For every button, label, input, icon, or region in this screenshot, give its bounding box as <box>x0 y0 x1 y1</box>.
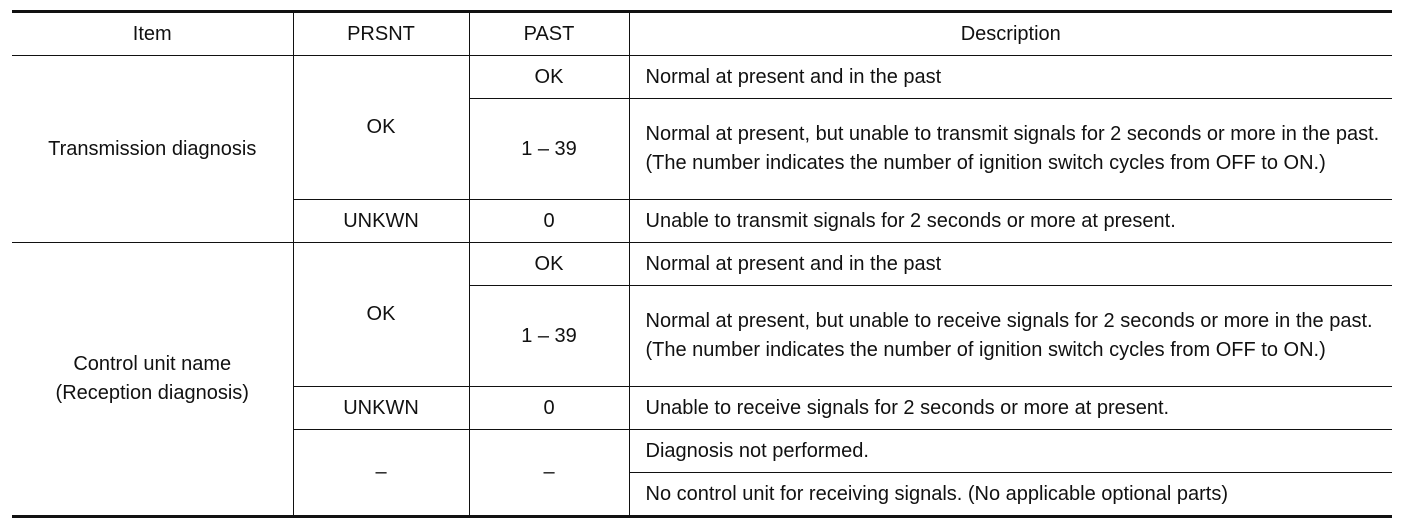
description-cell: Normal at present, but unable to receive signals for 2 seconds or more in the past. (The number indicates the number of ignition switch cycles from OFF to ON.) <box>629 286 1392 387</box>
header-prsnt: PRSNT <box>293 12 469 56</box>
description-cell: Unable to receive signals for 2 seconds or more at present. <box>629 387 1392 430</box>
item-label-line-1: Control unit name <box>73 353 232 375</box>
prsnt-cell: OK <box>293 243 469 387</box>
description-cell: Diagnosis not performed. <box>629 430 1392 473</box>
diagnosis-table <box>12 10 1392 518</box>
prsnt-cell: OK <box>293 56 469 200</box>
prsnt-cell: UNKWN <box>293 387 469 430</box>
prsnt-cell: – <box>293 430 469 517</box>
description-cell: Normal at present, but unable to transmit signals for 2 seconds or more in the past. (The number indicates the number of ignition switch cycles from OFF to ON.) <box>629 99 1392 200</box>
past-cell: – <box>469 430 629 517</box>
past-cell: 0 <box>469 200 629 243</box>
diagnosis-table-container <box>12 10 1392 518</box>
prsnt-cell: UNKWN <box>293 200 469 243</box>
item-label: Transmission diagnosis <box>48 137 257 160</box>
description-cell: Normal at present and in the past <box>629 56 1392 99</box>
past-cell: OK <box>469 243 629 286</box>
header-past: PAST <box>469 12 629 56</box>
table-header-row <box>12 12 1392 56</box>
header-description: Description <box>629 12 1392 56</box>
description-cell: No control unit for receiving signals. (No applicable optional parts) <box>629 473 1392 517</box>
item-label-line-2: (Reception diagnosis) <box>55 382 249 404</box>
header-item: Item <box>12 12 293 56</box>
table-row <box>12 56 1392 99</box>
description-cell: Normal at present and in the past <box>629 243 1392 286</box>
item-cell-transmission <box>12 56 293 243</box>
description-cell: Unable to transmit signals for 2 seconds or more at present. <box>629 200 1392 243</box>
past-cell: 1 – 39 <box>469 286 629 387</box>
past-cell: 1 – 39 <box>469 99 629 200</box>
past-cell: OK <box>469 56 629 99</box>
item-cell-reception <box>12 243 293 517</box>
past-cell: 0 <box>469 387 629 430</box>
table-row <box>12 243 1392 286</box>
